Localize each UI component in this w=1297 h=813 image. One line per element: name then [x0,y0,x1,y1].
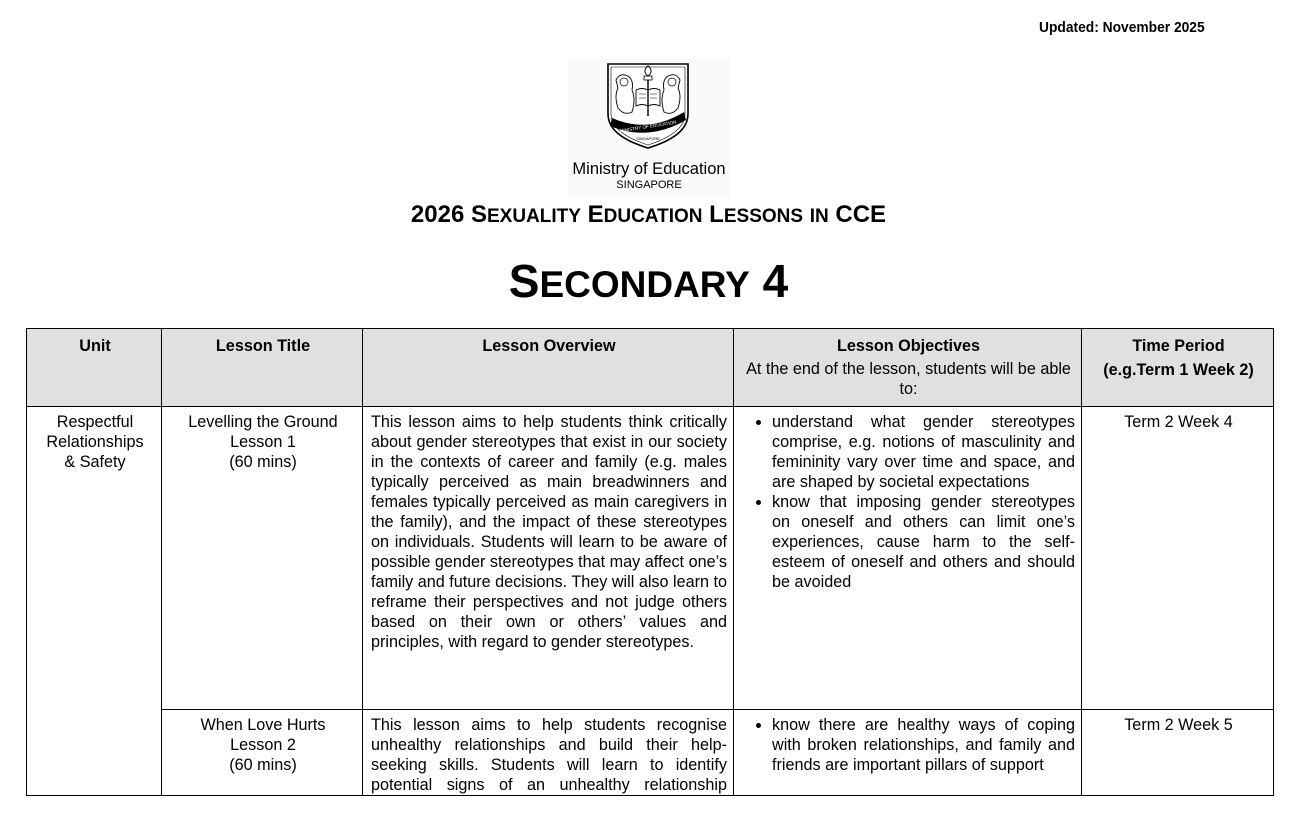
moe-crest-icon [606,62,690,150]
col-time-period: Time Period (e.g.Term 1 Week 2) [1082,329,1274,407]
svg-text:MINISTRY OF EDUCATION: MINISTRY OF EDUCATION [619,119,677,134]
objective-item: • know that imposing gender stereotypes on oneself and others can limit one’s experiences, cause harm to the self-esteem of oneself and others and should be avoided [772,492,1075,592]
updated-date: Updated: November 2025 [1039,19,1205,36]
lesson-title-cell: When Love Hurts Lesson 2 (60 mins) [162,710,363,796]
document-title: 2026 SEXUALITY EDUCATION LESSONS IN CCE [410,201,887,228]
col-lesson-overview: Lesson Overview [363,329,734,407]
time-period-cell: Term 2 Week 4 [1082,407,1274,710]
org-name: Ministry of Education [572,160,726,178]
table-header-row [27,329,1274,407]
table-row [27,710,1274,796]
svg-text:SINGAPORE: SINGAPORE [636,136,660,141]
lesson-objectives-cell [734,407,1082,710]
col-unit: Unit [27,329,162,407]
lesson-title-cell: Levelling the Ground Lesson 1 (60 mins) [162,407,363,710]
lessons-table [26,328,1274,796]
lesson-objectives-cell [734,710,1082,796]
col-lesson-objectives: Lesson Objectives At the end of the lesson, students will be able to: [734,329,1082,407]
objective-item: • understand what gender stereotypes comprise, e.g. notions of masculinity and femininity vary over time and space, and are shaped by societal expectations [772,412,1075,492]
table-row [27,407,1274,710]
moe-logo [568,58,730,198]
time-period-cell: Term 2 Week 5 [1082,710,1274,796]
level-heading: SECONDARY 4 [508,255,789,307]
org-country: SINGAPORE [616,179,682,191]
lesson-overview-cell: This lesson aims to help students think critically about gender stereotypes that exist in our society in the contexts of career and family (e.g. males typically perceived as main breadwinners and females typically perceived as main caregivers in the family), and the impact of these stereotypes on individuals. Students will learn to be aware of possible gender stereotypes that may affect one’s family and future decisions. They will also learn to reframe their perspectives and not judge others based on their own or others’ values and principles, with regard to gender stereotypes. [363,407,734,710]
col-lesson-title: Lesson Title [162,329,363,407]
lesson-overview-cell: This lesson aims to help students recognise unhealthy relationships and build their help-seeking skills. Students will learn to identify potential signs of an unhealthy relationship [363,710,734,796]
objective-item: • know there are healthy ways of coping with broken relationships, and family and friends are important pillars of support [772,715,1075,775]
unit-cell: Respectful Relationships & Safety [27,407,162,796]
